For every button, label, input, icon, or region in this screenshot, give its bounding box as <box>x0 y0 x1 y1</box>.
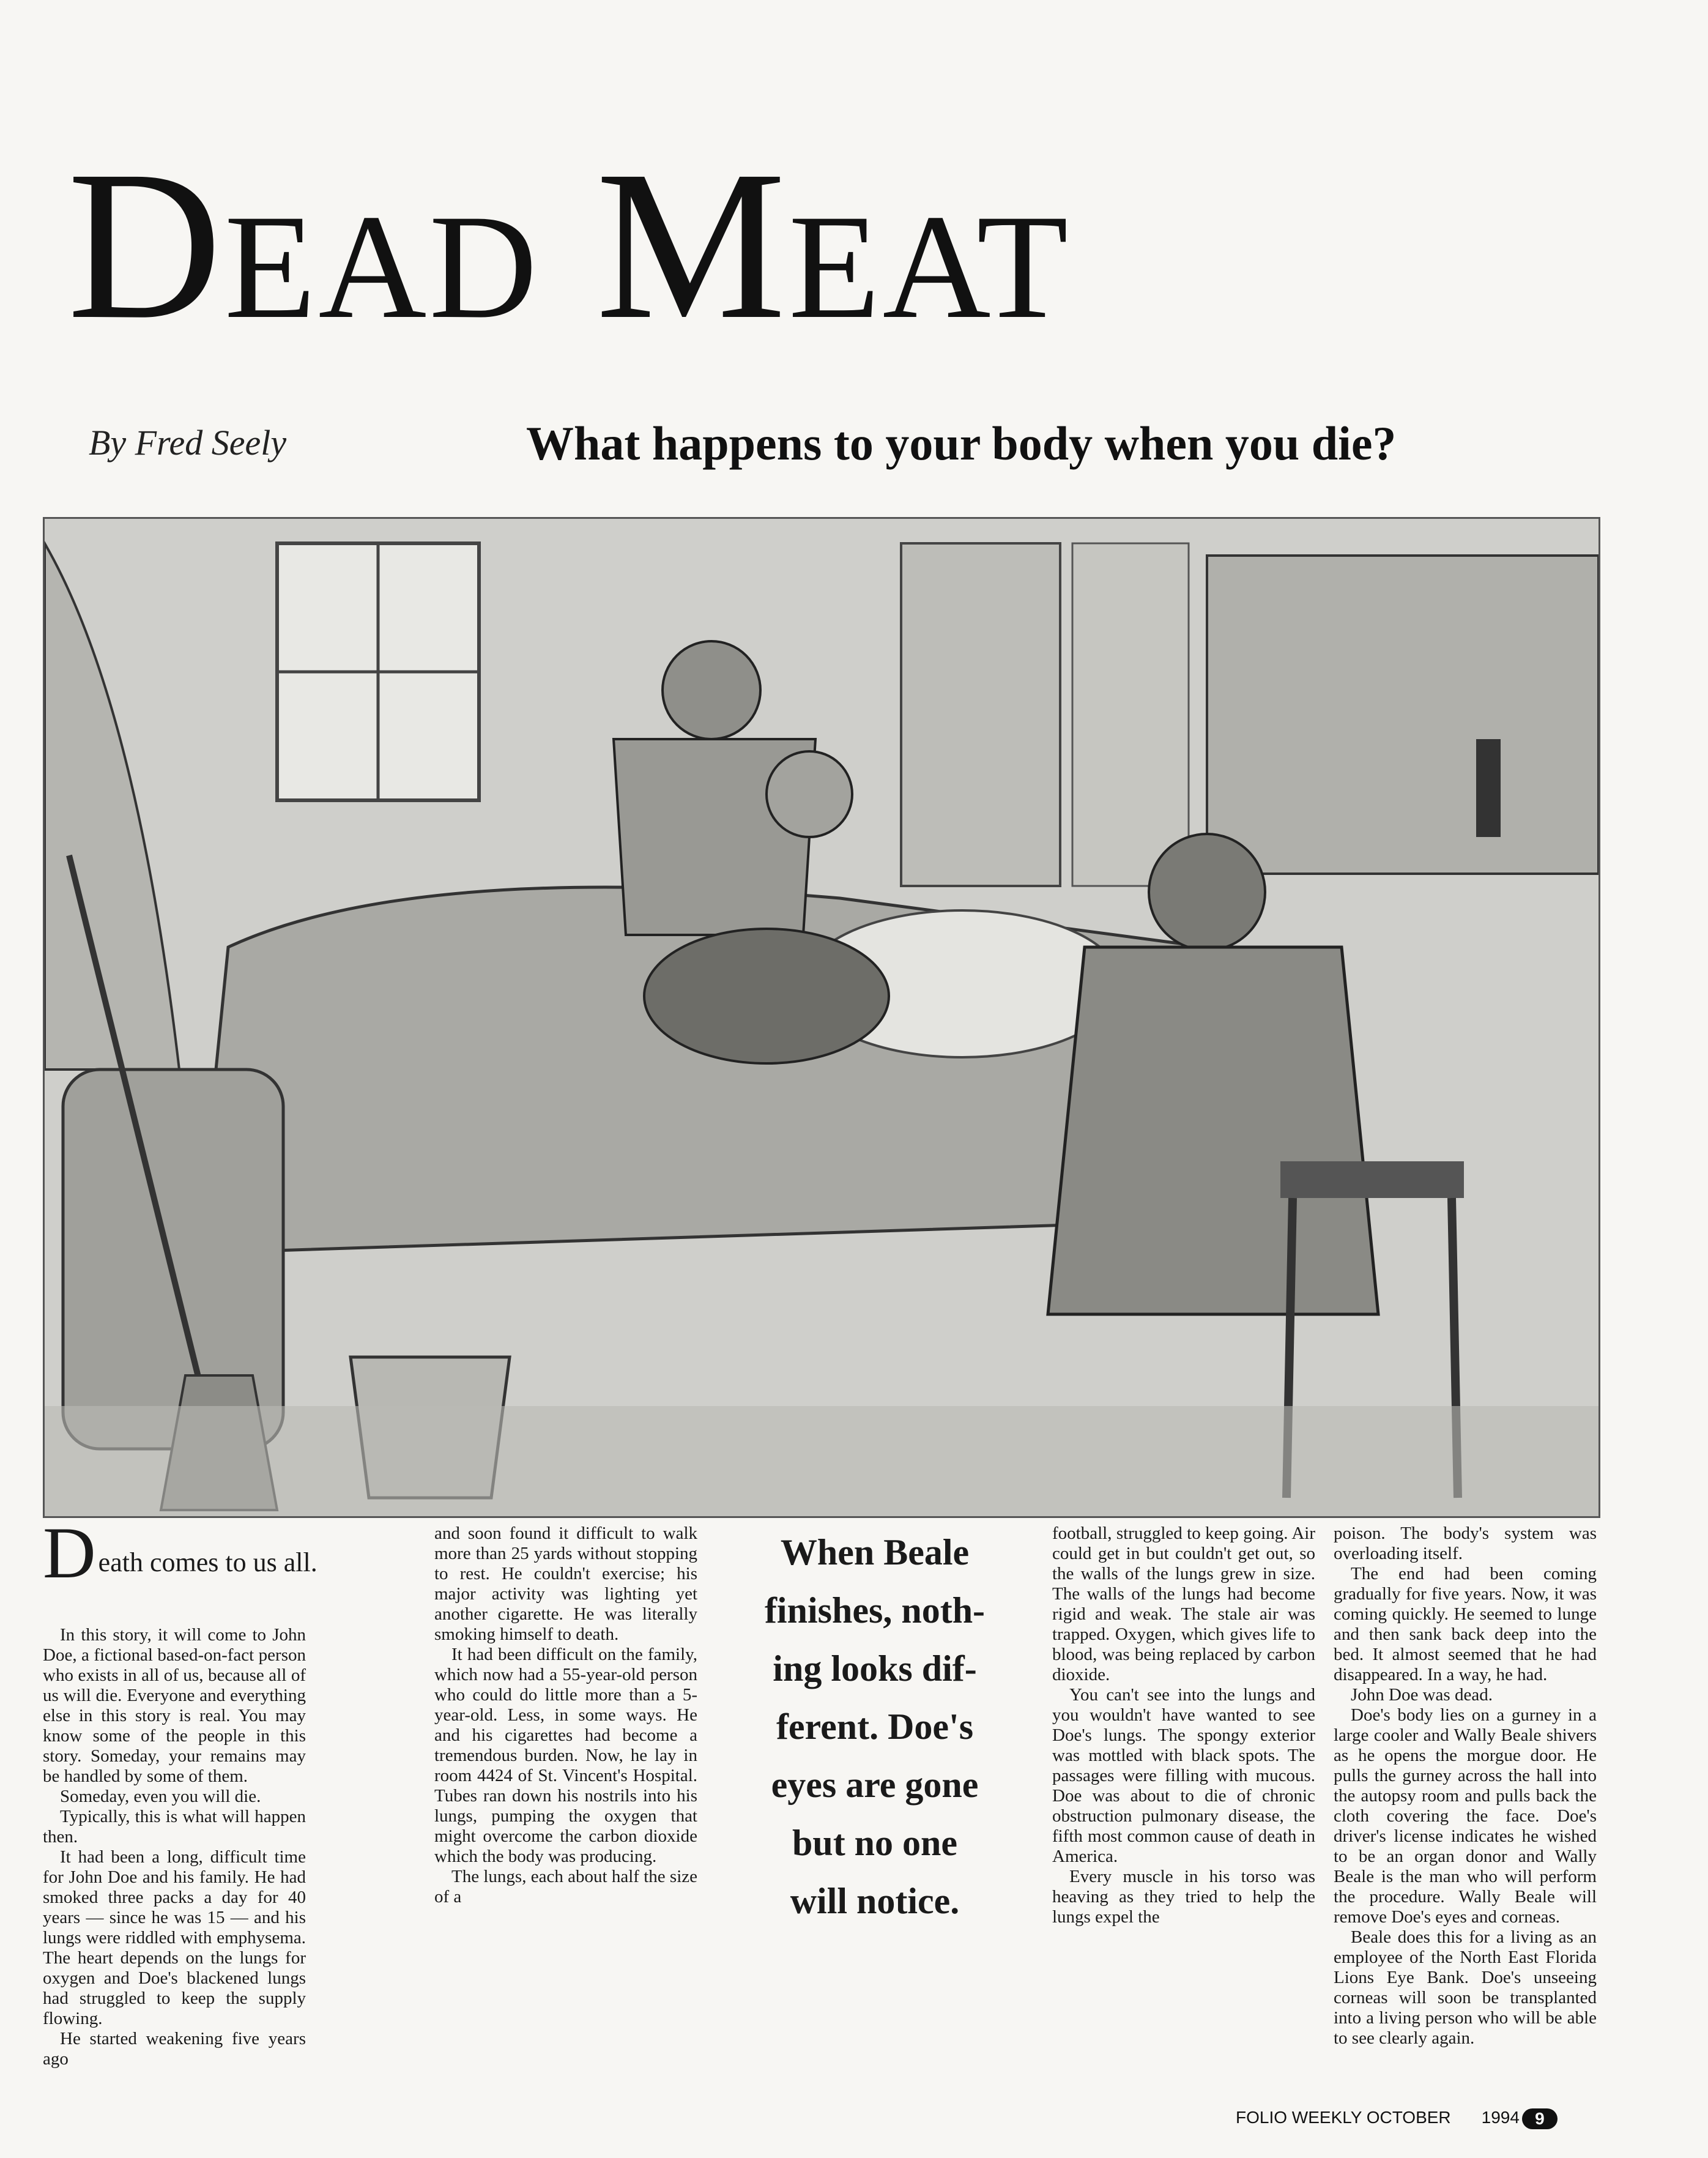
pull-quote-line: ferent. Doe's <box>776 1706 974 1747</box>
paragraph: In this story, it will come to John Doe, a fictional based-on-fact person who exists in all of us, because all of us will die. Everyone and everything else in this story is real. You may know some of the people in this story. Someday, your remains may be handled by some of them. <box>43 1625 306 1786</box>
column-4 <box>1334 1524 1597 2048</box>
column-3 <box>1052 1524 1315 1927</box>
byline: By Fred Seely <box>89 423 287 463</box>
pull-quote-line: finishes, noth- <box>764 1590 986 1631</box>
article-subtitle: What happens to your body when you die? <box>526 417 1397 470</box>
paragraph: and soon found it difficult to walk more than 25 yards without stopping to rest. He couldn't exercise; his major activity was lighting yet another cigarette. He was literally smoking himself to death. <box>434 1524 697 1644</box>
pull-quote-line: ing looks dif- <box>773 1648 977 1689</box>
paragraph: Doe's body lies on a gurney in a large cooler and Wally Beale shivers as he opens the morgue door. He pulls the gurney across the hall into the autopsy room and pulls back the cloth covering the face. Doe's driver's license indicates he wished to be an organ donor and Wally Beale is the man who will perform the procedure. Wally Beale will remove Doe's eyes and corneas. <box>1334 1705 1597 1927</box>
page-number: 9 <box>1522 2108 1558 2129</box>
column-2 <box>434 1524 697 1907</box>
pull-quote-line: but no one <box>792 1823 958 1863</box>
pull-quote <box>716 1524 1034 1930</box>
paragraph: Someday, even you will die. <box>60 1787 261 1806</box>
paragraph: The end had been coming gradually for five years. Now, it was coming quickly. He seemed to lunge and then sank back deep into the bed. It almost seemed that he had disappeared. In a way, he had. <box>1334 1564 1597 1684</box>
column-1 <box>43 1512 317 2069</box>
paragraph: It had been a long, difficult time for John Doe and his family. He had smoked three packs a day for 40 years — since he was 15 — and his lungs were riddled with emphysema. The heart depends on the lungs for oxygen and Doe's blackened lungs had struggled to keep the supply flowing. <box>43 1847 306 2028</box>
paragraph: Typically, this is what will happen then. <box>43 1807 306 1847</box>
paragraph: Every muscle in his torso was heaving as they tried to help the lungs expel the <box>1052 1867 1315 1927</box>
article-body <box>43 1512 1597 2093</box>
publication-name: FOLIO WEEKLY OCTOBER <box>1236 2108 1451 2127</box>
illustration-drawing <box>45 519 1598 1516</box>
drop-cap: D <box>43 1512 96 1593</box>
pull-quote-line: will notice. <box>790 1881 960 1921</box>
deathbed-engraving-illustration <box>43 517 1600 1518</box>
lead-sentence <box>43 1512 317 1593</box>
paragraph: John Doe was dead. <box>1351 1685 1493 1705</box>
paragraph: You can't see into the lungs and you wouldn't have wanted to see Doe's lungs. The spongy exterior was mottled with black spots. The passages were filling with mucous. Doe was about to die of chronic obstruction pulmonary disease, the fifth most common cause of death in America. <box>1052 1685 1315 1866</box>
article-title: Dead Meat <box>67 126 1071 363</box>
pull-quote-line: eyes are gone <box>771 1765 979 1805</box>
paragraph: It had been difficult on the family, which now had a 55-year-old person who could do little more than a 5-year-old. Less, in some ways. He and his cigarettes had become a tremendous burden. Now, he lay in room 4424 of St. Vincent's Hospital. Tubes ran down his nostrils into his lungs, pumping the oxygen that might overcome the carbon dioxide which the body was producing. <box>434 1645 697 1866</box>
paragraph: He started weakening five years ago <box>43 2029 306 2069</box>
lead-text: eath comes to us all. <box>98 1547 317 1577</box>
pull-quote-line: When Beale <box>780 1532 970 1572</box>
page-footer <box>1236 2108 1558 2129</box>
paragraph: football, struggled to keep going. Air could get in but couldn't get out, so the walls of the lungs grew in size. The walls of the lungs had become rigid and weak. The stale air was trapped. Oxygen, which gives life to blood, was being replaced by carbon dioxide. <box>1052 1524 1315 1684</box>
paragraph: The lungs, each about half the size of a <box>434 1867 697 1907</box>
paragraph: poison. The body's system was overloading itself. <box>1334 1524 1597 1563</box>
paragraph: Beale does this for a living as an employee of the North East Florida Lions Eye Bank. Doe's unseeing corneas will soon be transplanted into a living person who will be able to see clearly again. <box>1334 1927 1597 2048</box>
publication-year: 1994 <box>1481 2108 1520 2127</box>
